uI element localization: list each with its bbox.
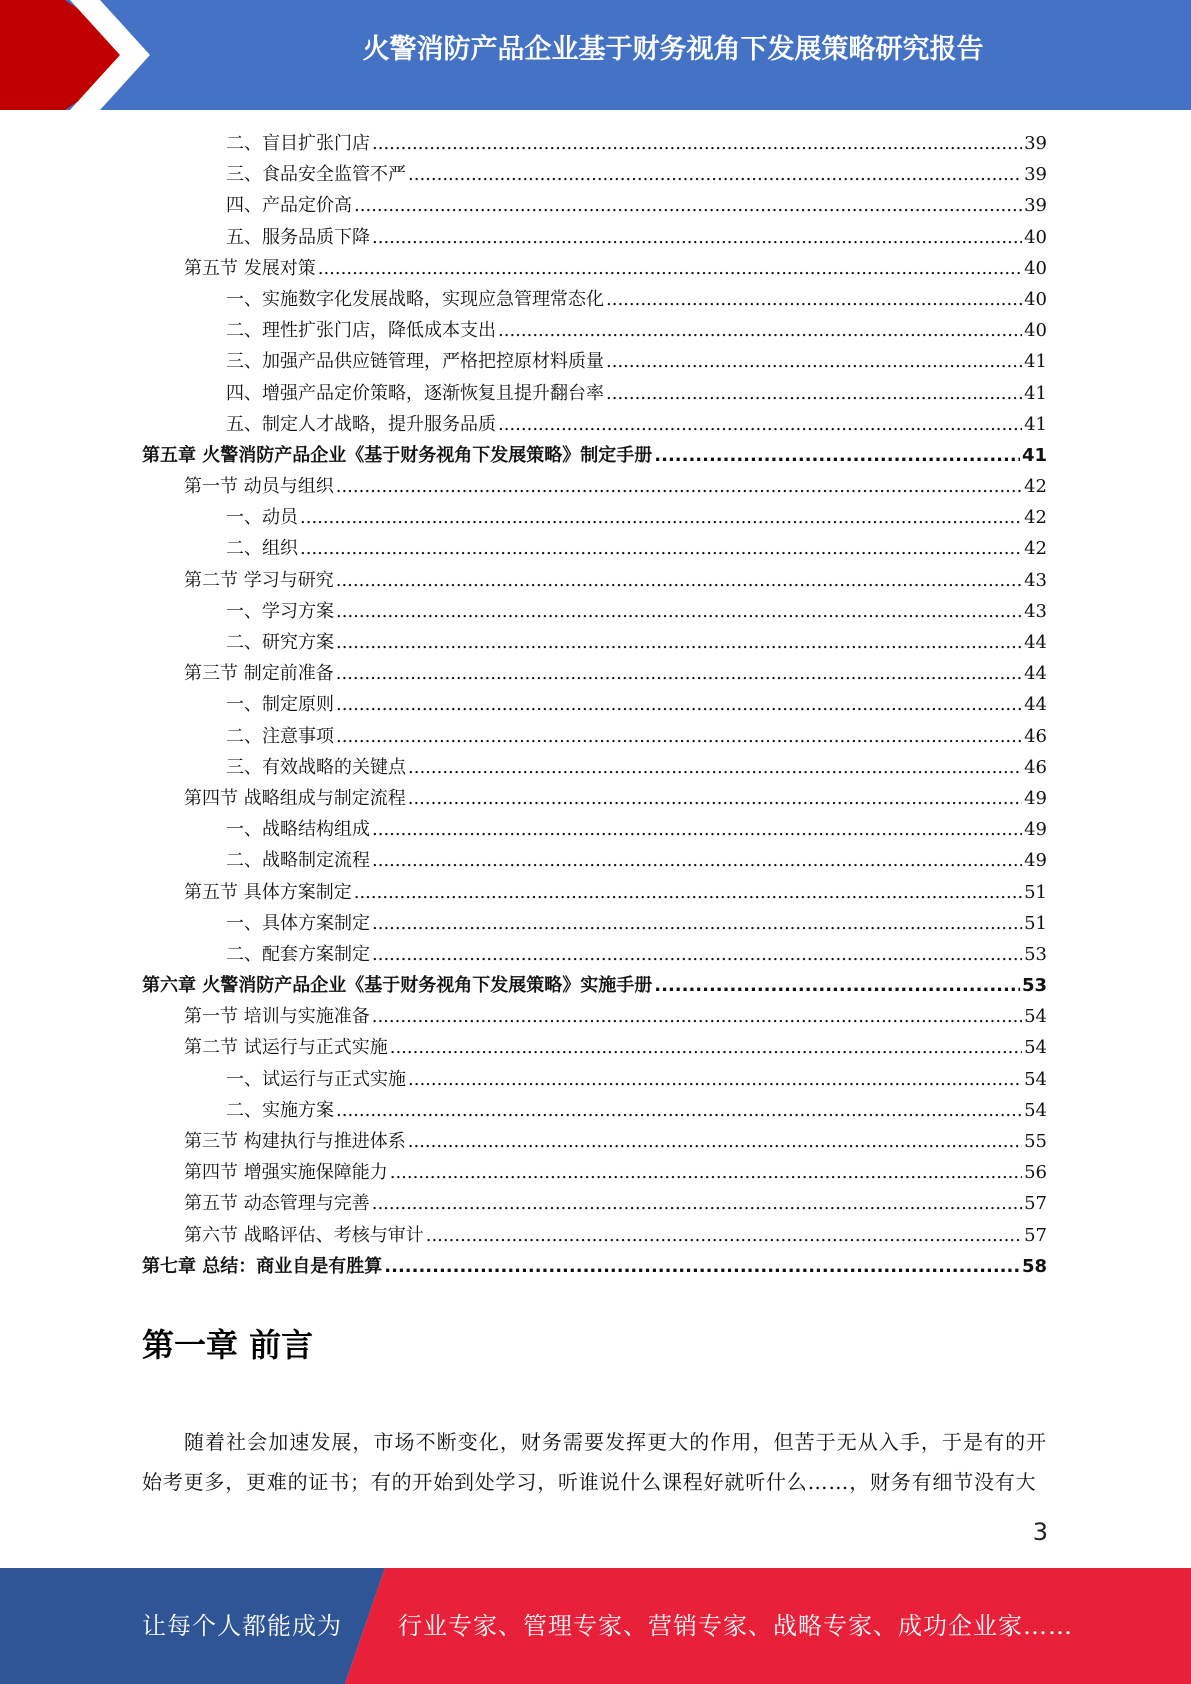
toc-leader-dots <box>426 1220 1022 1251</box>
toc-leader-dots <box>372 814 1022 845</box>
toc-entry[interactable] <box>142 565 1047 596</box>
toc-leader-dots <box>372 845 1022 876</box>
toc-entry-page: 49 <box>1024 787 1047 809</box>
toc-entry[interactable] <box>142 190 1047 221</box>
toc-entry-page: 55 <box>1024 1131 1047 1152</box>
toc-chapter-entry[interactable] <box>142 440 1047 471</box>
toc-leader-dots <box>498 409 1022 440</box>
toc-entry-page: 43 <box>1024 569 1047 591</box>
footer-slogan-left: 让每个人都能成为 <box>142 1612 342 1640</box>
toc-leader-dots <box>408 159 1022 190</box>
toc-entry[interactable] <box>142 502 1047 533</box>
toc-entry[interactable] <box>142 253 1047 284</box>
toc-entry[interactable] <box>142 1095 1047 1126</box>
toc-entry-page: 49 <box>1024 850 1047 872</box>
toc-entry[interactable] <box>142 284 1047 315</box>
toc-entry-text: 第七章 总结：商业自是有胜算 <box>142 1255 383 1277</box>
toc-entry[interactable] <box>142 877 1047 908</box>
toc-leader-dots <box>372 128 1022 159</box>
toc-chapter-entry[interactable] <box>142 1251 1047 1282</box>
toc-entry[interactable] <box>142 658 1047 689</box>
toc-leader-dots <box>654 440 1020 471</box>
toc-entry-page: 44 <box>1024 694 1047 716</box>
toc-entry[interactable] <box>142 814 1047 845</box>
chapter-heading: 第一章 前言 <box>142 1326 314 1364</box>
toc-entry-text: 三、有效战略的关键点 <box>226 756 406 778</box>
toc-entry-text: 一、动员 <box>226 507 298 529</box>
toc-leader-dots <box>336 658 1022 689</box>
toc-entry-text: 二、理性扩张门店，降低成本支出 <box>226 320 496 342</box>
toc-entry-page: 39 <box>1024 133 1047 154</box>
toc-leader-dots <box>372 1188 1022 1219</box>
toc-entry-text: 二、组织 <box>226 538 298 560</box>
body-paragraph: 随着社会加速发展，市场不断变化，财务需要发挥更大的作用，但苦于无从入手，于是有的开始考更多，更难的证书；有的开始到处学习，听谁说什么课程好就听什么……，财务有细节没有大 <box>142 1430 1047 1494</box>
toc-leader-dots <box>354 877 1022 908</box>
toc-leader-dots <box>390 1032 1022 1063</box>
toc-leader-dots <box>336 565 1022 596</box>
toc-entry-page: 51 <box>1024 881 1047 903</box>
toc-entry-page: 42 <box>1024 507 1047 529</box>
toc-entry-page: 39 <box>1024 164 1047 186</box>
toc-chapter-entry[interactable] <box>142 970 1047 1001</box>
toc-entry-page: 40 <box>1024 257 1047 279</box>
toc-entry-page: 56 <box>1024 1162 1047 1184</box>
toc-entry-text: 五、制定人才战略，提升服务品质 <box>226 413 496 435</box>
toc-entry[interactable] <box>142 1220 1047 1251</box>
toc-entry-page: 57 <box>1024 1193 1047 1215</box>
toc-entry-text: 第二节 学习与研究 <box>184 569 334 591</box>
toc-leader-dots <box>354 190 1022 221</box>
toc-entry[interactable] <box>142 845 1047 876</box>
toc-entry[interactable] <box>142 1032 1047 1063</box>
toc-leader-dots <box>372 939 1022 970</box>
toc-entry-page: 53 <box>1021 975 1047 997</box>
toc-entry-page: 57 <box>1024 1224 1047 1246</box>
toc-entry-text: 一、学习方案 <box>226 600 334 622</box>
toc-leader-dots <box>336 471 1022 502</box>
toc-leader-dots <box>654 970 1020 1001</box>
toc-leader-dots <box>606 346 1022 377</box>
toc-entry-page: 41 <box>1024 351 1047 373</box>
toc-entry[interactable] <box>142 596 1047 627</box>
toc-leader-dots <box>384 1251 1020 1282</box>
toc-entry-page: 54 <box>1024 1068 1047 1090</box>
toc-leader-dots <box>606 284 1022 315</box>
toc-entry[interactable] <box>142 1001 1047 1032</box>
toc-entry[interactable] <box>142 627 1047 658</box>
toc-entry[interactable] <box>142 409 1047 440</box>
toc-entry[interactable] <box>142 346 1047 377</box>
toc-entry[interactable] <box>142 908 1047 939</box>
page-footer <box>0 1568 1191 1684</box>
toc-entry-page: 41 <box>1024 413 1047 435</box>
toc-entry-page: 39 <box>1024 195 1047 217</box>
toc-entry-text: 第四节 增强实施保障能力 <box>184 1162 388 1184</box>
toc-entry-text: 第五章 火警消防产品企业《基于财务视角下发展策略》制定手册 <box>142 444 653 466</box>
page-header <box>0 0 1191 110</box>
toc-entry[interactable] <box>142 689 1047 720</box>
toc-entry-page: 42 <box>1024 476 1047 498</box>
toc-leader-dots <box>300 502 1022 533</box>
toc-entry[interactable] <box>142 783 1047 814</box>
toc-entry-page: 44 <box>1024 632 1047 653</box>
toc-entry-text: 二、盲目扩张门店 <box>226 133 370 154</box>
toc-leader-dots <box>336 721 1022 752</box>
toc-leader-dots <box>390 1157 1022 1188</box>
toc-entry[interactable] <box>142 159 1047 190</box>
footer-slogan-right: 行业专家、管理专家、营销专家、战略专家、成功企业家…… <box>398 1612 1073 1640</box>
toc-entry[interactable] <box>142 721 1047 752</box>
toc-leader-dots <box>372 1001 1022 1032</box>
toc-leader-dots <box>300 533 1022 564</box>
toc-entry[interactable] <box>142 222 1047 253</box>
toc-entry-text: 三、加强产品供应链管理，严格把控原材料质量 <box>226 351 604 373</box>
toc-entry-text: 第三节 构建执行与推进体系 <box>184 1131 406 1152</box>
toc-entry-text: 二、研究方案 <box>226 632 334 653</box>
toc-entry[interactable] <box>142 939 1047 970</box>
toc-entry-page: 54 <box>1024 1037 1047 1059</box>
toc-leader-dots <box>336 596 1022 627</box>
toc-entry-text: 第二节 试运行与正式实施 <box>184 1037 388 1059</box>
toc-entry[interactable] <box>142 1064 1047 1095</box>
toc-entry-page: 43 <box>1024 600 1047 622</box>
toc-entry-text: 第一节 培训与实施准备 <box>184 1006 370 1028</box>
toc-entry-text: 第一节 动员与组织 <box>184 476 334 498</box>
toc-entry-page: 41 <box>1021 444 1047 466</box>
toc-entry-text: 第三节 制定前准备 <box>184 663 334 685</box>
toc-leader-dots <box>498 315 1022 346</box>
toc-entry-text: 一、试运行与正式实施 <box>226 1068 406 1090</box>
toc-entry-text: 二、注意事项 <box>226 725 334 747</box>
toc-entry-page: 46 <box>1024 756 1047 778</box>
toc-entry[interactable] <box>142 752 1047 783</box>
toc-entry-page: 53 <box>1024 943 1047 965</box>
toc-entry-text: 二、战略制定流程 <box>226 850 370 872</box>
toc-entry-page: 40 <box>1024 226 1047 248</box>
toc-entry-text: 五、服务品质下降 <box>226 226 370 248</box>
toc-entry[interactable] <box>142 315 1047 346</box>
toc-entry[interactable] <box>142 1157 1047 1188</box>
toc-entry-text: 四、增强产品定价策略，逐渐恢复且提升翻台率 <box>226 382 604 404</box>
toc-entry-page: 49 <box>1024 819 1047 841</box>
toc-leader-dots <box>336 627 1022 658</box>
toc-leader-dots <box>408 1064 1022 1095</box>
toc-leader-dots <box>408 1126 1022 1157</box>
toc-leader-dots <box>408 752 1022 783</box>
toc-entry-page: 46 <box>1024 725 1047 747</box>
toc-entry-text: 二、实施方案 <box>226 1099 334 1121</box>
toc-entry[interactable] <box>142 471 1047 502</box>
toc-entry-page: 41 <box>1024 382 1047 404</box>
toc-leader-dots <box>336 689 1022 720</box>
toc-entry-text: 第四节 战略组成与制定流程 <box>184 787 406 809</box>
toc-leader-dots <box>372 908 1022 939</box>
toc-entry[interactable] <box>142 128 1047 159</box>
toc-entry-text: 第六章 火警消防产品企业《基于财务视角下发展策略》实施手册 <box>142 975 653 997</box>
toc-leader-dots <box>372 222 1022 253</box>
toc-entry-text: 一、实施数字化发展战略，实现应急管理常态化 <box>226 288 604 310</box>
toc-entry-text: 二、配套方案制定 <box>226 943 370 965</box>
toc-entry[interactable] <box>142 533 1047 564</box>
toc-entry-text: 第五节 具体方案制定 <box>184 881 352 903</box>
toc-entry[interactable] <box>142 378 1047 409</box>
toc-entry-page: 42 <box>1024 538 1047 560</box>
toc-entry-text: 一、制定原则 <box>226 694 334 716</box>
toc-entry[interactable] <box>142 1126 1047 1157</box>
toc-entry-page: 40 <box>1024 320 1047 342</box>
toc-entry-text: 第五节 发展对策 <box>184 257 316 279</box>
toc-entry[interactable] <box>142 1188 1047 1219</box>
toc-entry-page: 51 <box>1024 912 1047 934</box>
toc-entry-page: 40 <box>1024 288 1047 310</box>
toc-entry-page: 54 <box>1024 1006 1047 1028</box>
toc-entry-page: 44 <box>1024 663 1047 685</box>
toc-leader-dots <box>336 1095 1022 1126</box>
toc-entry-text: 第五节 动态管理与完善 <box>184 1193 370 1215</box>
toc-entry-page: 58 <box>1021 1255 1047 1277</box>
header-title: 火警消防产品企业基于财务视角下发展策略研究报告 <box>362 34 984 65</box>
toc-leader-dots <box>606 378 1022 409</box>
toc-entry-page: 54 <box>1024 1099 1047 1121</box>
toc-entry-text: 三、食品安全监管不严 <box>226 164 406 186</box>
toc-leader-dots <box>318 253 1022 284</box>
toc-leader-dots <box>408 783 1022 814</box>
toc-entry-text: 四、产品定价高 <box>226 195 352 217</box>
toc-entry-text: 第六节 战略评估、考核与审计 <box>184 1224 424 1246</box>
toc-entry-text: 一、具体方案制定 <box>226 912 370 934</box>
toc-entry-text: 一、战略结构组成 <box>226 819 370 841</box>
page-number: 3 <box>1032 1518 1048 1546</box>
table-of-contents <box>142 128 1047 1282</box>
